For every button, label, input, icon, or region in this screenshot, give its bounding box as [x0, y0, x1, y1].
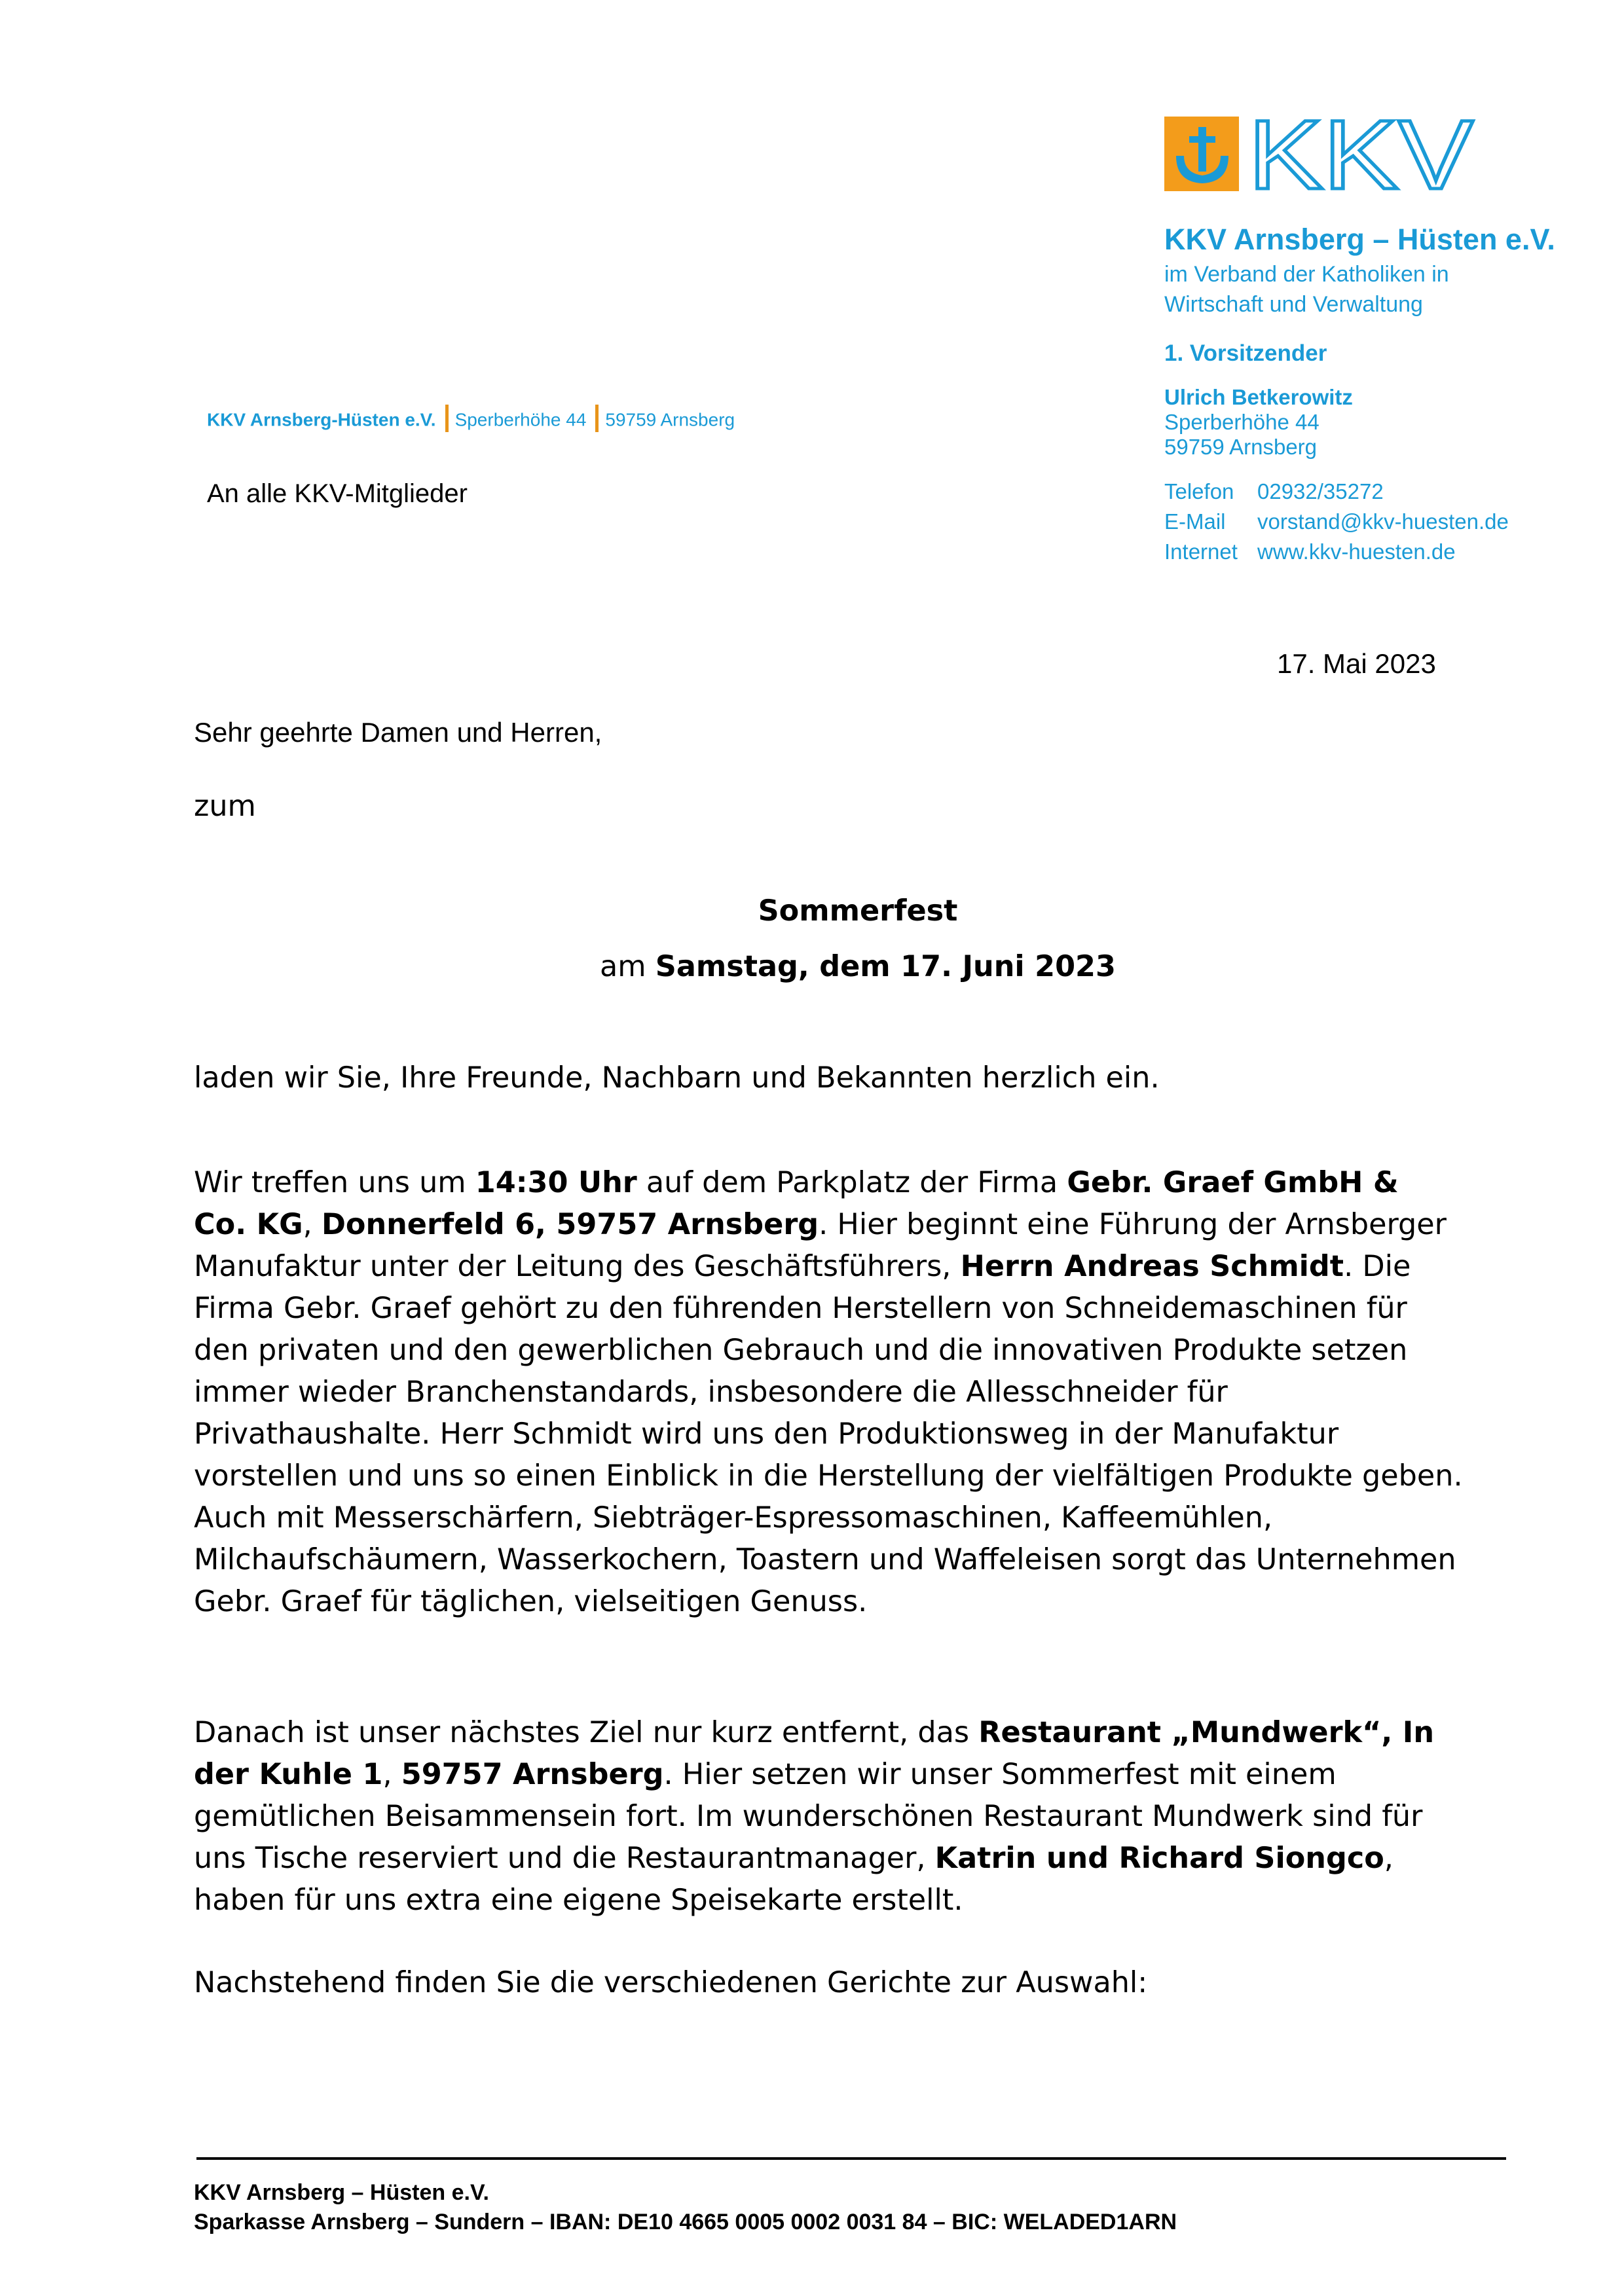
- text-line: Milchaufschäumern, Wasserkochern, Toastern und Waffeleisen sorgt das Unternehmen: [194, 1543, 1456, 1576]
- chair-name: Ulrich Betkerowitz: [1164, 385, 1353, 409]
- event-date-line: [0, 946, 1624, 988]
- restaurant-city: 59757 Arnsberg: [401, 1758, 664, 1791]
- org-name: KKV Arnsberg – Hüsten e.V.: [1164, 223, 1555, 256]
- sender-line: [207, 407, 735, 435]
- text-line: [194, 1162, 1536, 1204]
- letter-date: 17. Mai 2023: [1277, 648, 1436, 679]
- text-run: . Hier beginnt eine Führung der Arnsberger: [819, 1208, 1447, 1241]
- email-label: E-Mail: [1164, 509, 1226, 534]
- text-line: [194, 1712, 1536, 1754]
- restaurant-managers: Katrin und Richard Siongco: [934, 1842, 1384, 1875]
- text-line: vorstellen und uns so einen Einblick in die Herstellung der vielfältigen Produkte geben.: [194, 1459, 1463, 1493]
- sender-separator: [445, 405, 449, 432]
- text-line: [194, 1838, 1536, 1880]
- invitation-text: laden wir Sie, Ihre Freunde, Nachbarn und Bekannten herzlich ein.: [194, 1061, 1160, 1095]
- text-run: auf dem Parkplatz der Firma: [637, 1166, 1067, 1199]
- company-name-cont: Co. KG: [194, 1208, 303, 1241]
- text-run: . Hier setzen wir unser Sommerfest mit einem: [663, 1758, 1337, 1791]
- text-run: ,: [382, 1758, 401, 1791]
- phone-label: Telefon: [1164, 479, 1234, 503]
- text-line: Auch mit Messerschärfern, Siebträger-Espressomaschinen, Kaffeemühlen,: [194, 1501, 1273, 1535]
- intro-text: zum: [194, 790, 256, 823]
- email-row: [1164, 509, 1509, 534]
- text-line: immer wieder Branchenstandards, insbesondere die Allesschneider für: [194, 1376, 1228, 1409]
- logo-text: KKV: [1248, 117, 1473, 195]
- phone-value: 02932/35272: [1257, 479, 1384, 503]
- event-date: Samstag, dem 17. Juni 2023: [655, 950, 1116, 983]
- text-run: uns Tische reserviert und die Restaurantmanager,: [194, 1842, 935, 1875]
- meeting-time: 14:30 Uhr: [475, 1166, 637, 1199]
- text-line: Firma Gebr. Graef gehört zu den führenden Herstellern von Schneidemaschinen für: [194, 1292, 1407, 1325]
- paragraph-restaurant: [194, 1712, 1536, 1922]
- sender-street: Sperberhöhe 44: [454, 409, 587, 430]
- text-line: gemütlichen Beisammensein fort. Im wunderschönen Restaurant Mundwerk sind für: [194, 1800, 1423, 1833]
- event-date-prefix: am: [600, 950, 655, 983]
- chair-street: Sperberhöhe 44: [1164, 410, 1320, 434]
- paragraph-tour: [194, 1162, 1536, 1623]
- text-run: ,: [303, 1208, 322, 1241]
- sender-separator: [595, 405, 599, 432]
- org-subtitle-line2: Wirtschaft und Verwaltung: [1164, 292, 1423, 317]
- text-line: den privaten und den gewerblichen Gebrauch und die innovativen Produkte setzen: [194, 1334, 1408, 1367]
- sender-org: KKV Arnsberg-Hüsten e.V.: [207, 409, 436, 430]
- recipient: An alle KKV-Mitglieder: [207, 479, 468, 508]
- text-line: [194, 1754, 1536, 1796]
- text-run: Manufaktur unter der Leitung des Geschäftsführers,: [194, 1250, 961, 1283]
- web-row: [1164, 539, 1456, 560]
- footer-org: KKV Arnsberg – Hüsten e.V.: [194, 2180, 489, 2205]
- phone-row: [1164, 479, 1384, 504]
- salutation: Sehr geehrte Damen und Herren,: [194, 717, 602, 748]
- org-subtitle-line1: im Verband der Katholiken in: [1164, 262, 1449, 287]
- footer-divider: [196, 2157, 1506, 2160]
- restaurant-street: der Kuhle 1: [194, 1758, 383, 1791]
- text-run: Danach ist unser nächstes Ziel nur kurz entfernt, das: [194, 1716, 979, 1749]
- text-line: haben für uns extra eine eigene Speisekarte erstellt.: [194, 1884, 963, 1917]
- text-run: Wir treffen uns um: [194, 1166, 475, 1199]
- company-name: Gebr. Graef GmbH &: [1067, 1166, 1399, 1199]
- contact-block: [1159, 477, 1617, 560]
- tour-guide-name: Herrn Andreas Schmidt: [960, 1250, 1344, 1283]
- web-link[interactable]: www.kkv-huesten.de: [1257, 539, 1456, 560]
- text-run: . Die: [1344, 1250, 1411, 1283]
- web-label: Internet: [1164, 539, 1238, 560]
- footer-bank-details: Sparkasse Arnsberg – Sundern – IBAN: DE10 4665 0005 0002 0031 84 – BIC: WELADED1ARN: [194, 2210, 1177, 2234]
- sender-city: 59759 Arnsberg: [605, 409, 735, 430]
- company-address: Donnerfeld 6, 59757 Arnsberg: [321, 1208, 819, 1241]
- text-line: Gebr. Graef für täglichen, vielseitigen Genuss.: [194, 1585, 868, 1618]
- chair-title: 1. Vorsitzender: [1164, 340, 1327, 366]
- text-line: [194, 1204, 1536, 1246]
- menu-intro: Nachstehend finden Sie die verschiedenen Gerichte zur Auswahl:: [194, 1966, 1148, 1999]
- text-run: ,: [1384, 1842, 1393, 1875]
- kkv-logo: [1164, 117, 1479, 195]
- email-link[interactable]: vorstand@kkv-huesten.de: [1257, 509, 1509, 534]
- event-title: Sommerfest: [758, 894, 958, 928]
- text-line: [194, 1246, 1536, 1288]
- restaurant-name: Restaurant „Mundwerk“, In: [978, 1716, 1435, 1749]
- chair-city: 59759 Arnsberg: [1164, 435, 1318, 459]
- text-line: Privathaushalte. Herr Schmidt wird uns den Produktionsweg in der Manufaktur: [194, 1417, 1339, 1451]
